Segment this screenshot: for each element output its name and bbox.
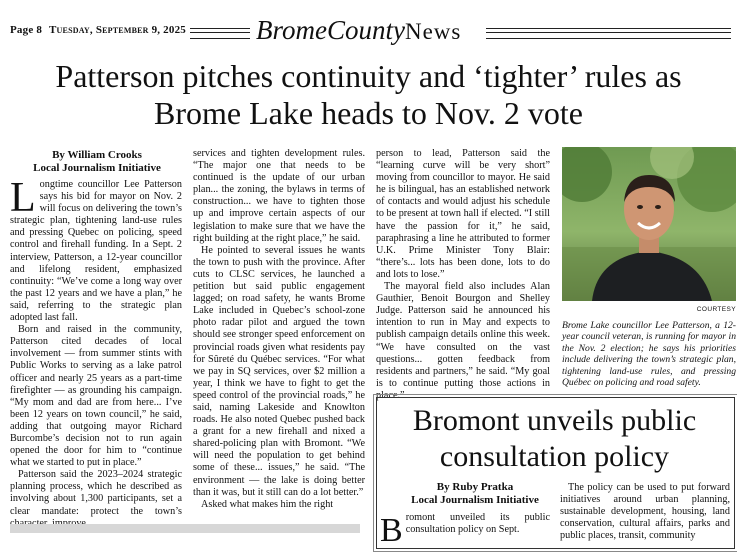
photo-credit: COURTESY (696, 306, 736, 313)
brand-word-news: News (404, 19, 462, 44)
drop-cap: L (10, 175, 36, 221)
page-number: Page 8 (10, 24, 43, 36)
story2-column-2 (560, 482, 730, 542)
masthead-rule-right (486, 28, 731, 39)
paragraph-8: The mayoral field also includes Alan Gauthier, Benoit Bourgon and Shelley Judge. Patterson said he announced his intention to run in May and expects to publish campaign details online this week. “We have consulted on the vast questions... gotten feedback from residents and partners,” he said. “My goal is to continue putting those actions in place.” (376, 281, 550, 401)
story-byline (17, 149, 177, 175)
story2-byline-organization: Local Journalism Initiative (411, 493, 539, 506)
paragraph-2: Born and raised in the community, Patterson cited decades of local involvement — from summer stints with Public Works to serving as a lake patrol officer and nearly 25 years as a part-time firefighter — as grounding his campaign. “My mom and dad are from here... I’ve been 12 years on town council,” he said, adding that outgoing mayor Richard Burcombe’s decision not to run again opened the door for him to “continue what we started to put in place.” (10, 324, 182, 469)
newspaper-brand (256, 15, 461, 47)
story2-headline: Bromont unveils public consultation policy (412, 404, 697, 473)
story2-drop-cap: B (380, 512, 403, 549)
paragraph-5: He pointed to several issues he wants the town to push with the province. After cuts to CLSC services, he launched a petition but said public engagement lagged; on road safety, he wants Brome Lake included in Quebec’s school-zone photo radar pilot and argued the town should see stronger speed enforcement on provincial roads given what residents pay for Sûreté du Québec services. “For what we pay in SQ services, over $2 million a year, I think we have to fight to get the speed control of the provincial roads,” he said, naming Lakeside and Knowlton roads. He also noted Quebec pushed back a grant for a new firehall and nixed a shared-policing plan with Bromont. “We will need the population to get behind some of these... issues,” he said. “The environment — the lake is doing better than it was, but it still can do a lot better.” (193, 244, 365, 498)
paragraph-4: services and tighten development rules. “The major one that needs to be continued is the update of our urban plan... the zoning, the bylaws in terms of construction... we have to tighten those up and improve certain aspects of our legislation to make sure that we have the right building at the right place,” he said. (193, 148, 365, 244)
story-column-1 (10, 175, 182, 530)
masthead-rule-left (190, 28, 250, 39)
story2-byline-author: By Ruby Pratka (436, 481, 514, 493)
story-column-3 (376, 148, 550, 402)
next-item-strip (10, 524, 360, 533)
page-date-line (10, 24, 186, 36)
story-headline: Patterson pitches continuity and ‘tighter’ rules as Brome Lake heads to Nov. 2 vote (55, 58, 682, 131)
paragraph-7: person to lead, Patterson said the “learning curve will be very short” moving from councillor to mayor. He said he is bilingual, has an established network of contacts and would adjust his schedule to be present at town hall if elected. “I still have the passion for it,” he said, paraphrasing a line he attributed to former U.K. Prime Minister Tony Blair: “there’s... lots has been done, lots to do and lots to lose.” (376, 148, 550, 280)
issue-date: Tuesday, September 9, 2025 (49, 24, 186, 36)
masthead (0, 0, 737, 48)
story2-column-1 (380, 512, 550, 549)
paragraph-1: Longtime councillor Lee Patterson says his bid for mayor on Nov. 2 will focus on delivering the town’s strategic plan, tightening land-use rules and pressing Quebec on policing, speed control and firehall funding. In a Sept. 2 interview, Patterson, a 12-year councillor and lifelong resident, emphasized continuity: “We’ve come a long way over the past 12 years and we have a plan,” he said, referring to the strategic plan adopted last fall. (10, 175, 182, 324)
candidate-photo (562, 147, 736, 301)
photo-caption: Brome Lake councillor Lee Patterson, a 12-year council veteran, is running for mayor in the Nov. 2 election; he says his priorities include delivering the town’s strategic plan, tightening land-use rules, and pressing Québec on policing and road safety. (562, 320, 736, 389)
paragraph-3: Patterson said the 2023–2024 strategic planning process, which he described as involving about 1,300 participants, set a clear mandate: protect the town’s (10, 469, 182, 517)
byline-organization: Local Journalism Initiative (33, 162, 161, 174)
portrait-illustration (562, 147, 736, 301)
story-column-2 (193, 148, 365, 511)
story2-paragraph-1: romont unveiled its public consultation policy on Sept. (405, 512, 550, 536)
brand-word-county: County (326, 15, 405, 45)
byline-author: By William Crooks (52, 149, 142, 161)
brand-word-brome: Brome (256, 15, 327, 45)
story2-paragraph-2: The policy can be used to put forward initiatives around urban planning, sustainable development, housing, land conservation, cultural affairs, parks and public places, transit, community (560, 482, 730, 542)
story2-byline (380, 481, 570, 506)
paragraph-6: Asked what makes him the right (201, 498, 334, 510)
